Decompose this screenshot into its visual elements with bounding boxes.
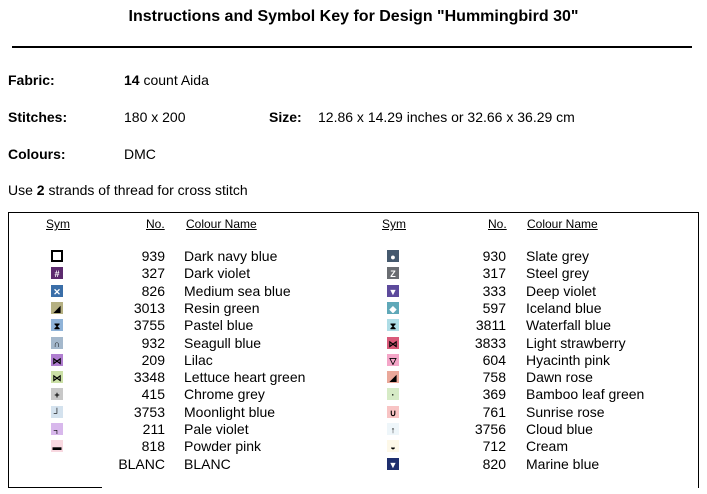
table-row	[0, 456, 707, 473]
colour-name: Light strawberry	[526, 334, 626, 351]
colour-name: Bamboo leaf green	[526, 386, 645, 403]
dmc-number: 3811	[475, 317, 506, 334]
colour-name: Cloud blue	[526, 421, 593, 437]
table-row	[0, 265, 707, 282]
dmc-number: 604	[482, 351, 506, 368]
fabric-label: Fabric:	[8, 72, 55, 88]
colour-name: Pale violet	[184, 421, 249, 437]
plus-icon: +	[51, 388, 63, 400]
bar-icon: ▬	[52, 442, 62, 453]
colour-name: BLANC	[184, 455, 231, 472]
corner-triangle-icon: ◢	[51, 302, 63, 314]
dmc-number: 597	[482, 299, 506, 316]
page-title: Instructions and Symbol Key for Design "Hummingbird 30"	[128, 8, 579, 25]
table-row	[0, 248, 707, 265]
table-row	[0, 352, 707, 369]
bowtie-icon: ⋈	[52, 355, 62, 366]
dmc-number: 317	[482, 265, 506, 282]
hourglass-icon: ⧗	[387, 319, 399, 331]
dmc-number: 820	[482, 455, 506, 472]
size-label: Size:	[269, 109, 302, 125]
table-row	[0, 335, 707, 352]
header-sym-left: Sym	[46, 217, 70, 231]
header-name-right: Colour Name	[527, 217, 598, 231]
colour-name: Powder pink	[184, 438, 262, 455]
table-row	[0, 283, 707, 300]
outline-triangle-icon: ▽	[387, 354, 399, 366]
dmc-number: 930	[482, 248, 506, 264]
bowtie-icon: ⋈	[388, 338, 398, 349]
up-arrow-icon: ↑	[387, 423, 399, 435]
colour-name: Marine blue	[526, 455, 600, 472]
dmc-number: 327	[141, 265, 165, 282]
dmc-number: 211	[142, 421, 165, 437]
down-triangle-icon: ▼	[388, 286, 398, 297]
dmc-number: 826	[141, 282, 165, 299]
stitches-label: Stitches:	[8, 109, 68, 125]
dmc-number: 761	[482, 403, 506, 420]
colour-name: Resin green	[184, 299, 260, 316]
dmc-number: 3013	[133, 299, 165, 316]
colour-name: Medium sea blue	[184, 282, 291, 299]
down-triangle-icon: ▼	[388, 459, 398, 470]
colour-name: Lettuce heart green	[184, 369, 306, 386]
dmc-number: 333	[482, 282, 506, 299]
colour-name: Sunrise rose	[526, 403, 605, 420]
dmc-number: 415	[141, 386, 165, 403]
header-sym-right: Sym	[382, 217, 406, 231]
bowtie-icon: ⋈	[52, 373, 62, 384]
table-row	[0, 317, 707, 334]
table-row	[0, 404, 707, 421]
corner-bracket-icon: ┐	[51, 423, 63, 435]
colour-name: Dark violet	[184, 265, 251, 282]
dmc-number: 209	[141, 351, 165, 368]
header-no-right: No.	[488, 217, 507, 231]
colour-name: Pastel blue	[184, 317, 254, 334]
corner-triangle-icon: ◢	[387, 371, 399, 383]
instruction-pre: Use	[8, 182, 37, 198]
stitches-value: 180 x 200	[124, 109, 186, 125]
colour-name: Deep violet	[526, 282, 597, 299]
cross-icon: ✕	[51, 285, 63, 297]
dmc-number: 3755	[133, 317, 165, 334]
dmc-number: 3753	[133, 403, 165, 420]
bottom-divider	[8, 487, 102, 488]
colour-name: Chrome grey	[184, 386, 265, 403]
dmc-number: 3756	[474, 421, 506, 437]
dmc-number: 818	[141, 438, 165, 455]
colour-name: Iceland blue	[526, 299, 602, 316]
corner-bracket-icon: ┘	[51, 406, 63, 418]
dmc-number: 3348	[133, 369, 165, 386]
instruction-post: strands of thread for cross stitch	[44, 182, 248, 198]
colour-name: Dark navy blue	[184, 248, 278, 264]
fabric-value	[124, 72, 209, 88]
colour-name: Cream	[526, 438, 569, 455]
hourglass-icon: ⧗	[51, 319, 63, 331]
fabric-type: count Aida	[139, 72, 209, 88]
dmc-number: BLANC	[118, 455, 165, 472]
table-row	[0, 438, 707, 455]
dot-icon: ·	[387, 388, 399, 400]
colour-name: Lilac	[184, 351, 213, 368]
dmc-number: 369	[482, 386, 506, 403]
hash-icon: #	[51, 267, 63, 279]
circle-icon: ●	[387, 250, 399, 262]
colour-name: Slate grey	[526, 248, 590, 264]
colour-name: Hyacinth pink	[526, 351, 611, 368]
table-row	[0, 386, 707, 403]
arch-icon: ∩	[51, 337, 63, 349]
thread-instruction	[8, 182, 248, 198]
cup-icon: ∪	[387, 406, 399, 418]
header-name-left: Colour Name	[186, 217, 257, 231]
title-divider	[12, 46, 692, 48]
table-row	[0, 300, 707, 317]
z-icon: Z	[387, 267, 399, 279]
colour-name: Moonlight blue	[184, 403, 276, 420]
half-circle-icon: ◒	[387, 440, 399, 452]
header-no-left: No.	[146, 217, 165, 231]
dmc-number: 932	[141, 334, 165, 351]
colours-value: DMC	[124, 146, 156, 162]
fabric-count: 14	[124, 72, 140, 88]
colour-name: Steel grey	[526, 265, 590, 282]
colour-name: Seagull blue	[184, 334, 262, 351]
dmc-number: 3833	[474, 334, 506, 351]
table-row	[0, 421, 707, 438]
diamond-icon: ◆	[387, 302, 399, 314]
strand-count: 2	[36, 182, 45, 198]
colours-label: Colours:	[8, 146, 66, 162]
dmc-number: 758	[482, 369, 506, 386]
colour-name: Dawn rose	[526, 369, 593, 386]
colour-name: Waterfall blue	[526, 317, 612, 334]
dmc-number: 939	[141, 248, 165, 264]
size-value: 12.86 x 14.29 inches or 32.66 x 36.29 cm	[318, 109, 575, 125]
dmc-number: 712	[482, 438, 506, 455]
table-row	[0, 369, 707, 386]
